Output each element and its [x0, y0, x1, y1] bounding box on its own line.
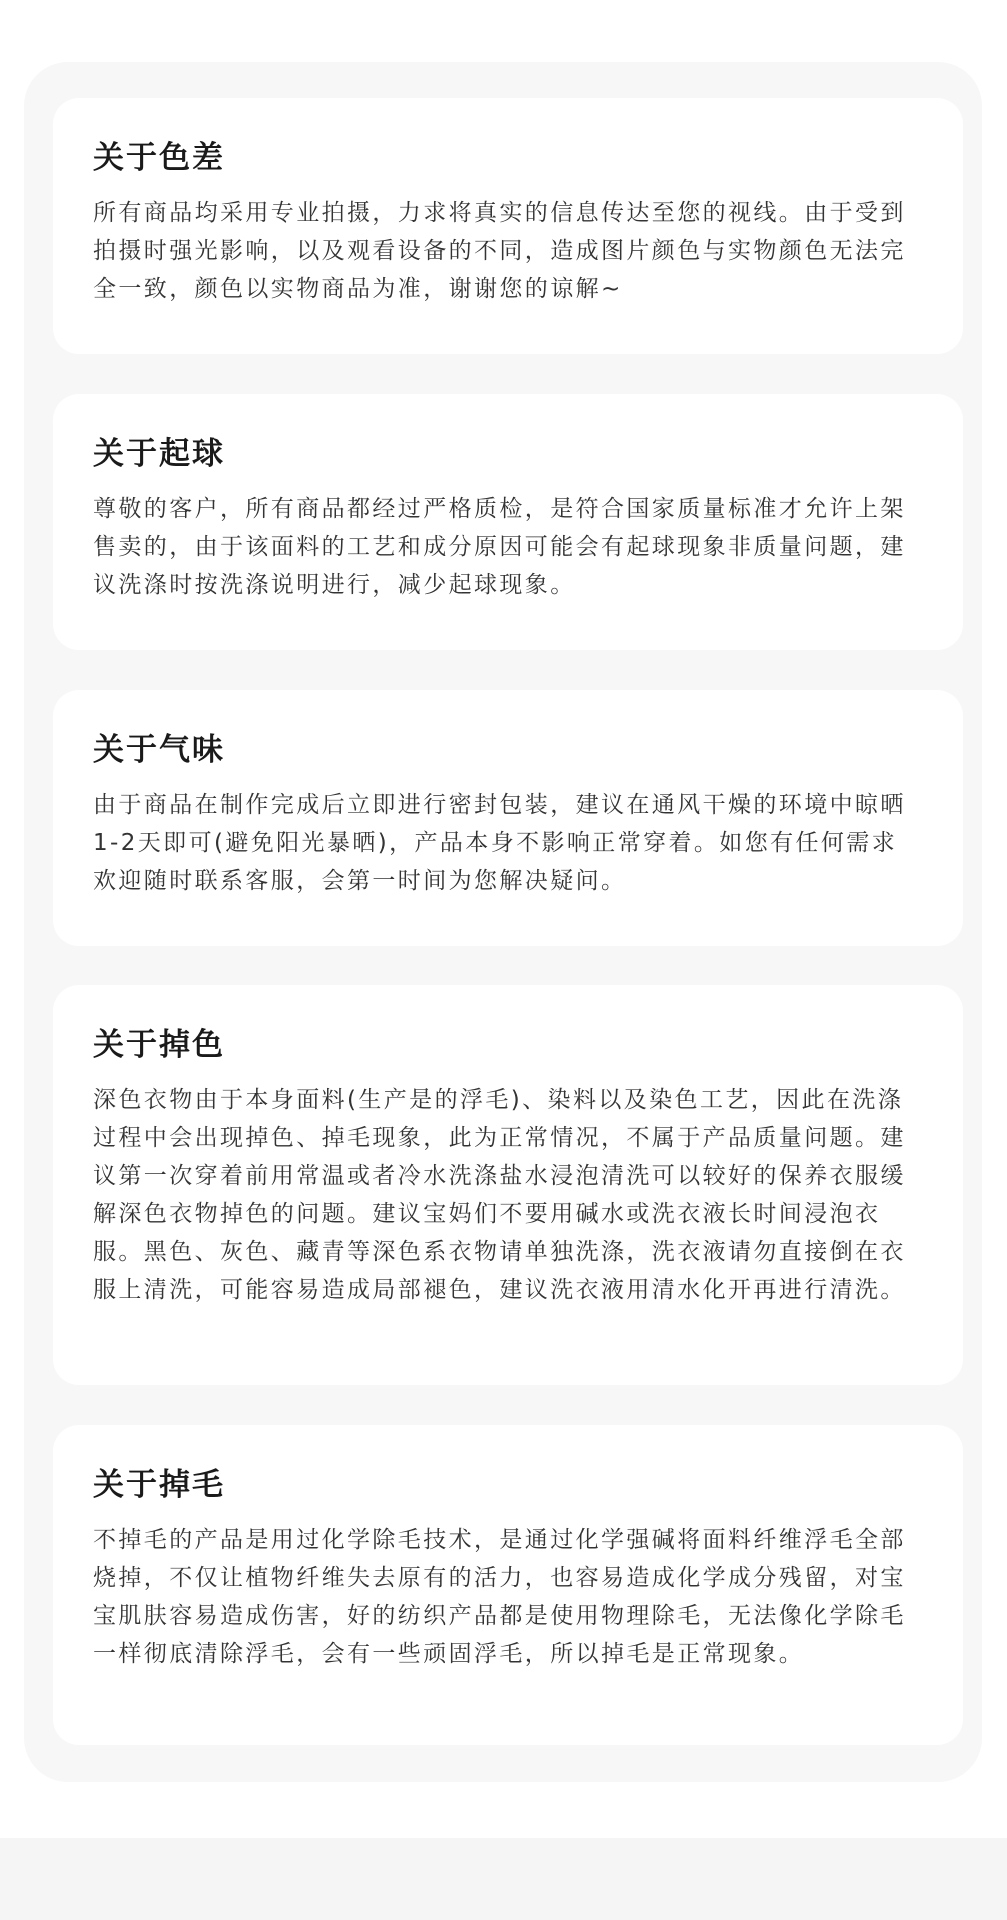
section-body: 尊敬的客户，所有商品都经过严格质检，是符合国家质量标准才允许上架售卖的，由于该面料的工艺和成分原因可能会有起球现象非质量问题，建议洗涤时按洗涤说明进行，减少起球现象。	[93, 496, 906, 598]
bottom-band	[0, 1838, 1007, 1920]
section-body: 不掉毛的产品是用过化学除毛技术，是通过化学强碱将面料纤维浮毛全部烧掉，不仅让植物纤维失去原有的活力，也容易造成化学成分残留，对宝宝肌肤容易造成伤害，好的纺织产品都是使用物理除毛，无法像化学除毛一样彻底清除浮毛，会有一些顽固浮毛，所以掉毛是正常现象。	[93, 1527, 906, 1667]
section-body: 深色衣物由于本身面料(生产是的浮毛)、染料以及染色工艺，因此在洗涤过程中会出现掉色、掉毛现象，此为正常情况，不属于产品质量问题。建议第一次穿着前用常温或者冷水洗涤盐水浸泡清洗可以较好的保养衣服缓解深色衣物掉色的问题。建议宝妈们不要用碱水或洗衣液长时间浸泡衣服。黑色、灰色、藏青等深色系衣物请单独洗涤，洗衣液请勿直接倒在衣服上清洗，可能容易造成局部褪色，建议洗衣液用清水化开再进行清洗。	[93, 1087, 906, 1303]
section-card-shedding	[53, 1425, 963, 1745]
section-title: 关于掉毛	[93, 1467, 225, 1503]
section-title: 关于掉色	[93, 1027, 225, 1063]
section-body: 所有商品均采用专业拍摄，力求将真实的信息传达至您的视线。由于受到拍摄时强光影响，以及观看设备的不同，造成图片颜色与实物颜色无法完全一致，颜色以实物商品为准，谢谢您的谅解~	[93, 200, 906, 302]
section-title: 关于色差	[93, 140, 225, 176]
section-title: 关于起球	[93, 436, 225, 472]
section-title: 关于气味	[93, 732, 225, 768]
section-card-color-fading	[53, 985, 963, 1385]
section-card-odor	[53, 690, 963, 946]
section-body: 由于商品在制作完成后立即进行密封包装，建议在通风干燥的环境中晾晒1-2天即可(避免阳光暴晒)，产品本身不影响正常穿着。如您有任何需求欢迎随时联系客服，会第一时间为您解决疑问。	[93, 792, 906, 894]
section-card-color-difference	[53, 98, 963, 354]
section-card-pilling	[53, 394, 963, 650]
